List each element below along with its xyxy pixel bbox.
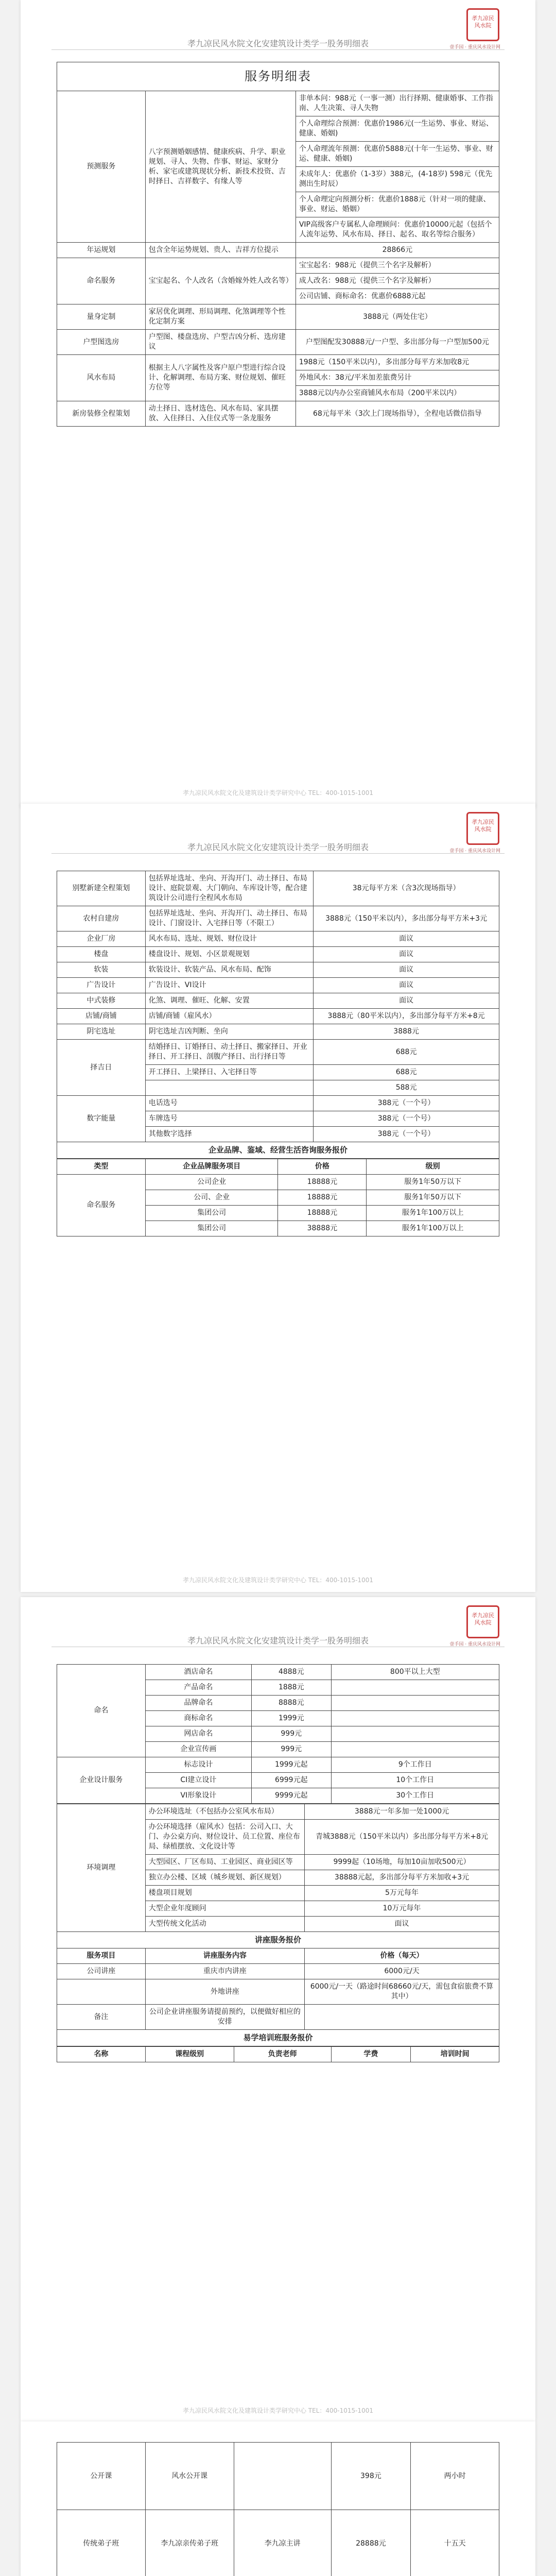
service-price: 38元每平方米（含3次现场指导） (314, 871, 499, 906)
page-footer: 孝九凉民风水院文化及建筑设计类学研究中心 TEL：400-1015-1001 (182, 1577, 374, 1584)
table-cell: 9个工作日 (331, 1757, 499, 1773)
service-description: 阴宅选址吉凶判断、坐向 (145, 1024, 313, 1040)
service-description: 风水布局、选址、规划、财位设计 (145, 931, 313, 947)
table-row (57, 1096, 499, 1111)
section-heading-training: 易学培训班服务报价 (57, 2030, 499, 2046)
column-header: 企业品牌服务项目 (145, 1159, 278, 1175)
service-price: 户型图配发30888元/一户型、多出部分每一户型加500元 (296, 330, 499, 355)
service-table-1 (57, 62, 499, 427)
table-cell: 外地讲座 (145, 1979, 304, 2005)
table-row (57, 2510, 499, 2576)
table-cell: CI建立设计 (145, 1773, 251, 1788)
service-price: 688元 (314, 1065, 499, 1080)
table-cell (331, 1696, 499, 1711)
service-category: 中式装修 (57, 993, 146, 1009)
service-price: 面议 (314, 931, 499, 947)
table-cell (331, 1726, 499, 1742)
table-row (57, 1665, 499, 1680)
column-header: 学费 (331, 2047, 411, 2062)
service-category: 命名服务 (57, 1175, 146, 1236)
column-header: 课程级别 (145, 2047, 234, 2062)
service-description: 动土择日、选材选色、风水布局、家具摆放、入住择日、入住仪式等一条龙服务 (145, 401, 296, 427)
service-category: 预测服务 (57, 91, 146, 243)
table-cell: 1999元起 (251, 1757, 331, 1773)
service-description: 店铺/商铺（雇风水） (145, 1009, 313, 1024)
service-category: 量身定制 (57, 304, 146, 330)
document-title: 服务明细表 (57, 62, 499, 91)
service-price: 未成年人：优惠价（1-3岁）388元，(4-18岁) 598元（优先测出生时辰） (296, 167, 499, 192)
table-cell: 标志设计 (145, 1757, 251, 1773)
service-price: 宝宝起名：988元（提供三个名字及解析） (296, 258, 499, 274)
page-footer: 孝九凉民风水院文化及建筑设计类学研究中心 TEL：400-1015-1001 (182, 2407, 374, 2414)
table-cell: 28888元 (331, 2510, 411, 2576)
service-description: 楼盘设计、规划、小区景观规划 (145, 947, 313, 962)
table-row (57, 1964, 499, 1979)
column-header: 类型 (57, 1159, 146, 1175)
service-category: 别墅新建全程策划 (57, 871, 146, 906)
table-cell: 8888元 (251, 1696, 331, 1711)
table-cell (57, 1979, 146, 2005)
table-cell: 酒店命名 (145, 1665, 251, 1680)
column-header: 负责老师 (234, 2047, 331, 2062)
table-row (57, 993, 499, 1009)
service-description: 电话选号 (145, 1096, 313, 1111)
red-seal-stamp: 孝九凉民风水院 (466, 8, 499, 41)
service-description: 楼盘项目规划 (145, 1886, 304, 1901)
table-row (57, 304, 499, 330)
service-category: 店铺/商铺 (57, 1009, 146, 1024)
table-cell: 重庆市内讲座 (145, 1964, 304, 1979)
service-description: 大型企业年度顾问 (145, 1901, 304, 1917)
seal-caption: 壹手园 · 重庆风水设计网 (449, 849, 500, 854)
service-price: 青城3888元（150平米以内）多出部分每平方米+8元 (305, 1820, 499, 1855)
table-cell (331, 1742, 499, 1757)
service-price: 面议 (314, 962, 499, 978)
document-page-1 (21, 0, 535, 808)
service-price: 3888元以内办公室商铺风水布局（200平米以内） (296, 386, 499, 401)
table-cell: 李九凉主讲 (234, 2510, 331, 2576)
service-description: 户型图、楼盘选房、户型吉凶分析、选房建议 (145, 330, 296, 355)
training-table (57, 2442, 499, 2576)
table-cell: 18888元 (278, 1206, 367, 1221)
service-description: 包括界址选址、坐向、开沟开门、动土择日、布局设计、庭院景观、大门朝向、车库设计等，配合建筑设计公司进行全程风水布局 (145, 871, 313, 906)
service-description: 软装设计、软装产品、风水布局、配饰 (145, 962, 313, 978)
service-price: 28866元 (296, 243, 499, 258)
document-page-4 (21, 2421, 535, 2576)
table-cell: 9999元起 (251, 1788, 331, 1804)
table-cell: 18888元 (278, 1190, 367, 1206)
table-row (57, 91, 499, 116)
table-row (57, 1009, 499, 1024)
service-description: 办公环境选址（不包括办公室风水布局） (145, 1804, 304, 1820)
table-cell: 公开课 (57, 2443, 146, 2510)
table-cell: 服务1年50万以下 (367, 1190, 499, 1206)
service-price: 388元（一个号） (314, 1096, 499, 1111)
column-header: 级别 (367, 1159, 499, 1175)
service-category: 命名服务 (57, 258, 146, 304)
service-price: 个人命理综合预测：优惠价1986元(一生运势、事业、财运、健康、婚姻) (296, 116, 499, 142)
service-table-2 (57, 871, 499, 1236)
service-price: 5万元每年 (305, 1886, 499, 1901)
table-cell: 公司企业讲座服务请提前预约，以便做好相应的安排 (145, 2005, 304, 2030)
table-row (57, 2005, 499, 2030)
table-cell: 6000元/一天（路途时间68660元/天，需包食宿旅费不算其中） (305, 1979, 499, 2005)
table-cell (305, 2005, 499, 2030)
service-description: 根据主人八字属性及客户原户型进行综合设计、化解调理、布局方案、财位规划、催旺方位等 (145, 355, 296, 401)
service-price: 面议 (314, 947, 499, 962)
service-price: 非单本问：988元（一事一测）出行择期、健康婚事、工作指南、人生决策、寻人失物 (296, 91, 499, 116)
table-cell: 6999元起 (251, 1773, 331, 1788)
table-cell: 999元 (251, 1742, 331, 1757)
table-row (57, 931, 499, 947)
table-cell (331, 1711, 499, 1726)
document-page-2 (21, 804, 535, 1592)
service-price: 388元（一个号） (314, 1111, 499, 1127)
table-cell: 10个工作日 (331, 1773, 499, 1788)
service-price: 成人改名：988元（提供三个名字及解析） (296, 274, 499, 289)
service-description: 包含全年运势规划、贵人、吉祥方位提示 (145, 243, 296, 258)
table-cell: 产品命名 (145, 1680, 251, 1696)
table-cell: 李九凉亲传弟子班 (145, 2510, 234, 2576)
table-cell: 传统弟子班 (57, 2510, 146, 2576)
service-description: 结婚择日、订婚择日、动土择日、搬家择日、开业择日、开工择日、剖腹产择日、出行择日等 (145, 1040, 313, 1065)
table-cell: VI形象设计 (145, 1788, 251, 1804)
column-header: 价格（每天） (305, 1948, 499, 1964)
header-divider (51, 853, 505, 854)
service-price: 个人命理定向预测分析：优惠价1888元（针对一项的健康、事业、财运、婚姻） (296, 192, 499, 217)
red-seal-stamp: 孝九凉民风水院 (466, 812, 499, 845)
service-category: 楼盘 (57, 947, 146, 962)
table-cell (234, 2443, 331, 2510)
page-header: 孝九凉民风水院文化安建筑设计类学一股务明细表 (187, 1636, 369, 1646)
service-category: 命名 (57, 1665, 146, 1757)
column-header: 价格 (278, 1159, 367, 1175)
table-row (57, 1024, 499, 1040)
column-header: 培训时间 (411, 2047, 499, 2062)
service-description: 车牌选号 (145, 1111, 313, 1127)
service-price: 68元每平米（3次上门现场指导），全程电话微信指导 (296, 401, 499, 427)
table-cell: 风水公开课 (145, 2443, 234, 2510)
service-price: 3888元（150平米以内），多出部分每平方米+3元 (314, 906, 499, 931)
service-description: 独立办公楼、区域（城乡规划、新区规划） (145, 1870, 304, 1886)
column-header: 服务项目 (57, 1948, 146, 1964)
table-cell: 1888元 (251, 1680, 331, 1696)
table-row (57, 1040, 499, 1065)
table-row (57, 906, 499, 931)
service-price: 3888元 (314, 1024, 499, 1040)
table-cell: 服务1年100万以上 (367, 1206, 499, 1221)
service-description: 办公环境选择（雇风水）包括：公司入口、大门、办公桌方向、财位设计、员工位置、座位布局、绿植摆放、文化设计等 (145, 1820, 304, 1855)
table-row (57, 258, 499, 274)
service-price: 面议 (305, 1917, 499, 1932)
section-heading-corporate: 企业品牌、鉴域、经营生活咨询服务报价 (57, 1142, 499, 1159)
service-description: 大型传统文化活动 (145, 1917, 304, 1932)
table-row (57, 871, 499, 906)
service-price: 10万元每年 (305, 1901, 499, 1917)
table-row (57, 243, 499, 258)
table-row (57, 2443, 499, 2510)
document-page-3 (21, 1597, 535, 2421)
table-row (57, 401, 499, 427)
table-cell: 30个工作日 (331, 1788, 499, 1804)
table-row (57, 1804, 499, 1820)
table-cell: 800平以上大型 (331, 1665, 499, 1680)
table-row (57, 978, 499, 993)
service-description: 开工择日、上梁择日、入宅择日等 (145, 1065, 313, 1080)
service-category: 数字能量 (57, 1096, 146, 1142)
table-cell: 商标命名 (145, 1711, 251, 1726)
table-cell: 十五天 (411, 2510, 499, 2576)
column-header: 名称 (57, 2047, 146, 2062)
service-description: 大型园区、厂区布局、工业园区、商业园区等 (145, 1855, 304, 1870)
service-description: 八字预测婚姻感情、健康疾病、升学、职业规划、寻人、失物、作事、财运、家财分析、家宅或建筑现状分析、新技术投资、吉时择日、吉祥数字、有缘人等 (145, 91, 296, 243)
service-category: 年运规划 (57, 243, 146, 258)
service-price: 个人命理流年预测：优惠价5888元(十年一生运势、事业、财运、健康、婚姻) (296, 142, 499, 167)
seal-caption: 壹手园 · 重庆风水设计网 (449, 45, 500, 50)
service-price: 3888元一年多加一处1000元 (305, 1804, 499, 1820)
service-category: 企业设计服务 (57, 1757, 146, 1804)
service-price: 1988元（150平米以内），多出部分每平方米加收8元 (296, 355, 499, 370)
service-description: 广告设计、VI设计 (145, 978, 313, 993)
table-cell: 1999元 (251, 1711, 331, 1726)
service-price: 9999起（10场地，每加10亩加收500元） (305, 1855, 499, 1870)
table-cell: 公司、企业 (145, 1190, 278, 1206)
service-category: 阴宅选址 (57, 1024, 146, 1040)
service-price: 38888元起，多出部分每平方米加收+3元 (305, 1870, 499, 1886)
service-description: 宝宝起名、个人改名（含婚嫁外姓人改名等） (145, 258, 296, 304)
section-heading-lecture: 讲座服务报价 (57, 1932, 499, 1948)
service-category: 环境调理 (57, 1804, 146, 1932)
page-footer: 孝九凉民风水院文化及建筑设计类学研究中心 TEL：400-1015-1001 (182, 789, 374, 796)
service-category: 农村自建房 (57, 906, 146, 931)
table-cell: 398元 (331, 2443, 411, 2510)
table-cell: 服务1年100万以上 (367, 1221, 499, 1236)
table-row (57, 1757, 499, 1773)
table-cell: 集团公司 (145, 1206, 278, 1221)
table-row (57, 355, 499, 370)
service-description: 家居优化调理、形局调理、化煞调理等个性化定制方案 (145, 304, 296, 330)
service-description (145, 1080, 313, 1096)
service-description: 其他数字选择 (145, 1127, 313, 1142)
table-cell: 备注 (57, 2005, 146, 2030)
red-seal-stamp: 孝九凉民风水院 (466, 1605, 499, 1638)
service-price: 388元（一个号） (314, 1127, 499, 1142)
service-category: 户型图选房 (57, 330, 146, 355)
table-cell: 38888元 (278, 1221, 367, 1236)
service-price: 外地风水：38元/平米加差旅费另计 (296, 370, 499, 386)
table-cell: 服务1年50万以下 (367, 1175, 499, 1190)
table-cell: 企业宣传画 (145, 1742, 251, 1757)
service-price: 面议 (314, 993, 499, 1009)
service-description: 包括界址选址、坐向、开沟开门、动土择日、布局设计、门窗设计、入宅择日等（不限工） (145, 906, 313, 931)
table-row (57, 330, 499, 355)
table-row (57, 947, 499, 962)
service-table-3 (57, 1664, 499, 2062)
service-price: 688元 (314, 1040, 499, 1065)
service-price: 公司店铺、商标命名：优惠价6888元起 (296, 289, 499, 304)
table-cell: 18888元 (278, 1175, 367, 1190)
service-category: 企业厂房 (57, 931, 146, 947)
service-category: 新房装修全程策划 (57, 401, 146, 427)
service-category: 风水布局 (57, 355, 146, 401)
table-cell: 品牌命名 (145, 1696, 251, 1711)
service-price: 3888元（80平米以内），多出部分每平方米+8元 (314, 1009, 499, 1024)
table-row (57, 1175, 499, 1190)
service-category: 软装 (57, 962, 146, 978)
table-cell: 6000元/天 (305, 1964, 499, 1979)
table-cell: 集团公司 (145, 1221, 278, 1236)
table-row (57, 1979, 499, 2005)
header-divider (51, 49, 505, 50)
column-header: 讲座服务内容 (145, 1948, 304, 1964)
service-price: 面议 (314, 978, 499, 993)
service-category: 择吉日 (57, 1040, 146, 1096)
service-price: 3888元（两处住宅） (296, 304, 499, 330)
page-header: 孝九凉民风水院文化安建筑设计类学一股务明细表 (187, 842, 369, 852)
table-cell (331, 1680, 499, 1696)
service-price: 588元 (314, 1080, 499, 1096)
service-price: VIP高级客户专属私人命理顾问：优惠价10000元起（包括个人流年运势、风水布局、择日、起名、取名等综合服务） (296, 217, 499, 243)
table-cell: 公司企业 (145, 1175, 278, 1190)
table-cell: 两小时 (411, 2443, 499, 2510)
service-description: 化煞、调理、催旺、化解、安置 (145, 993, 313, 1009)
table-row (57, 962, 499, 978)
table-cell: 999元 (251, 1726, 331, 1742)
table-cell: 公司讲座 (57, 1964, 146, 1979)
page-header: 孝九凉民风水院文化安建筑设计类学一股务明细表 (187, 39, 369, 48)
seal-caption: 壹手园 · 重庆风水设计网 (449, 1642, 500, 1647)
table-cell: 4888元 (251, 1665, 331, 1680)
table-cell: 网店命名 (145, 1726, 251, 1742)
service-category: 广告设计 (57, 978, 146, 993)
